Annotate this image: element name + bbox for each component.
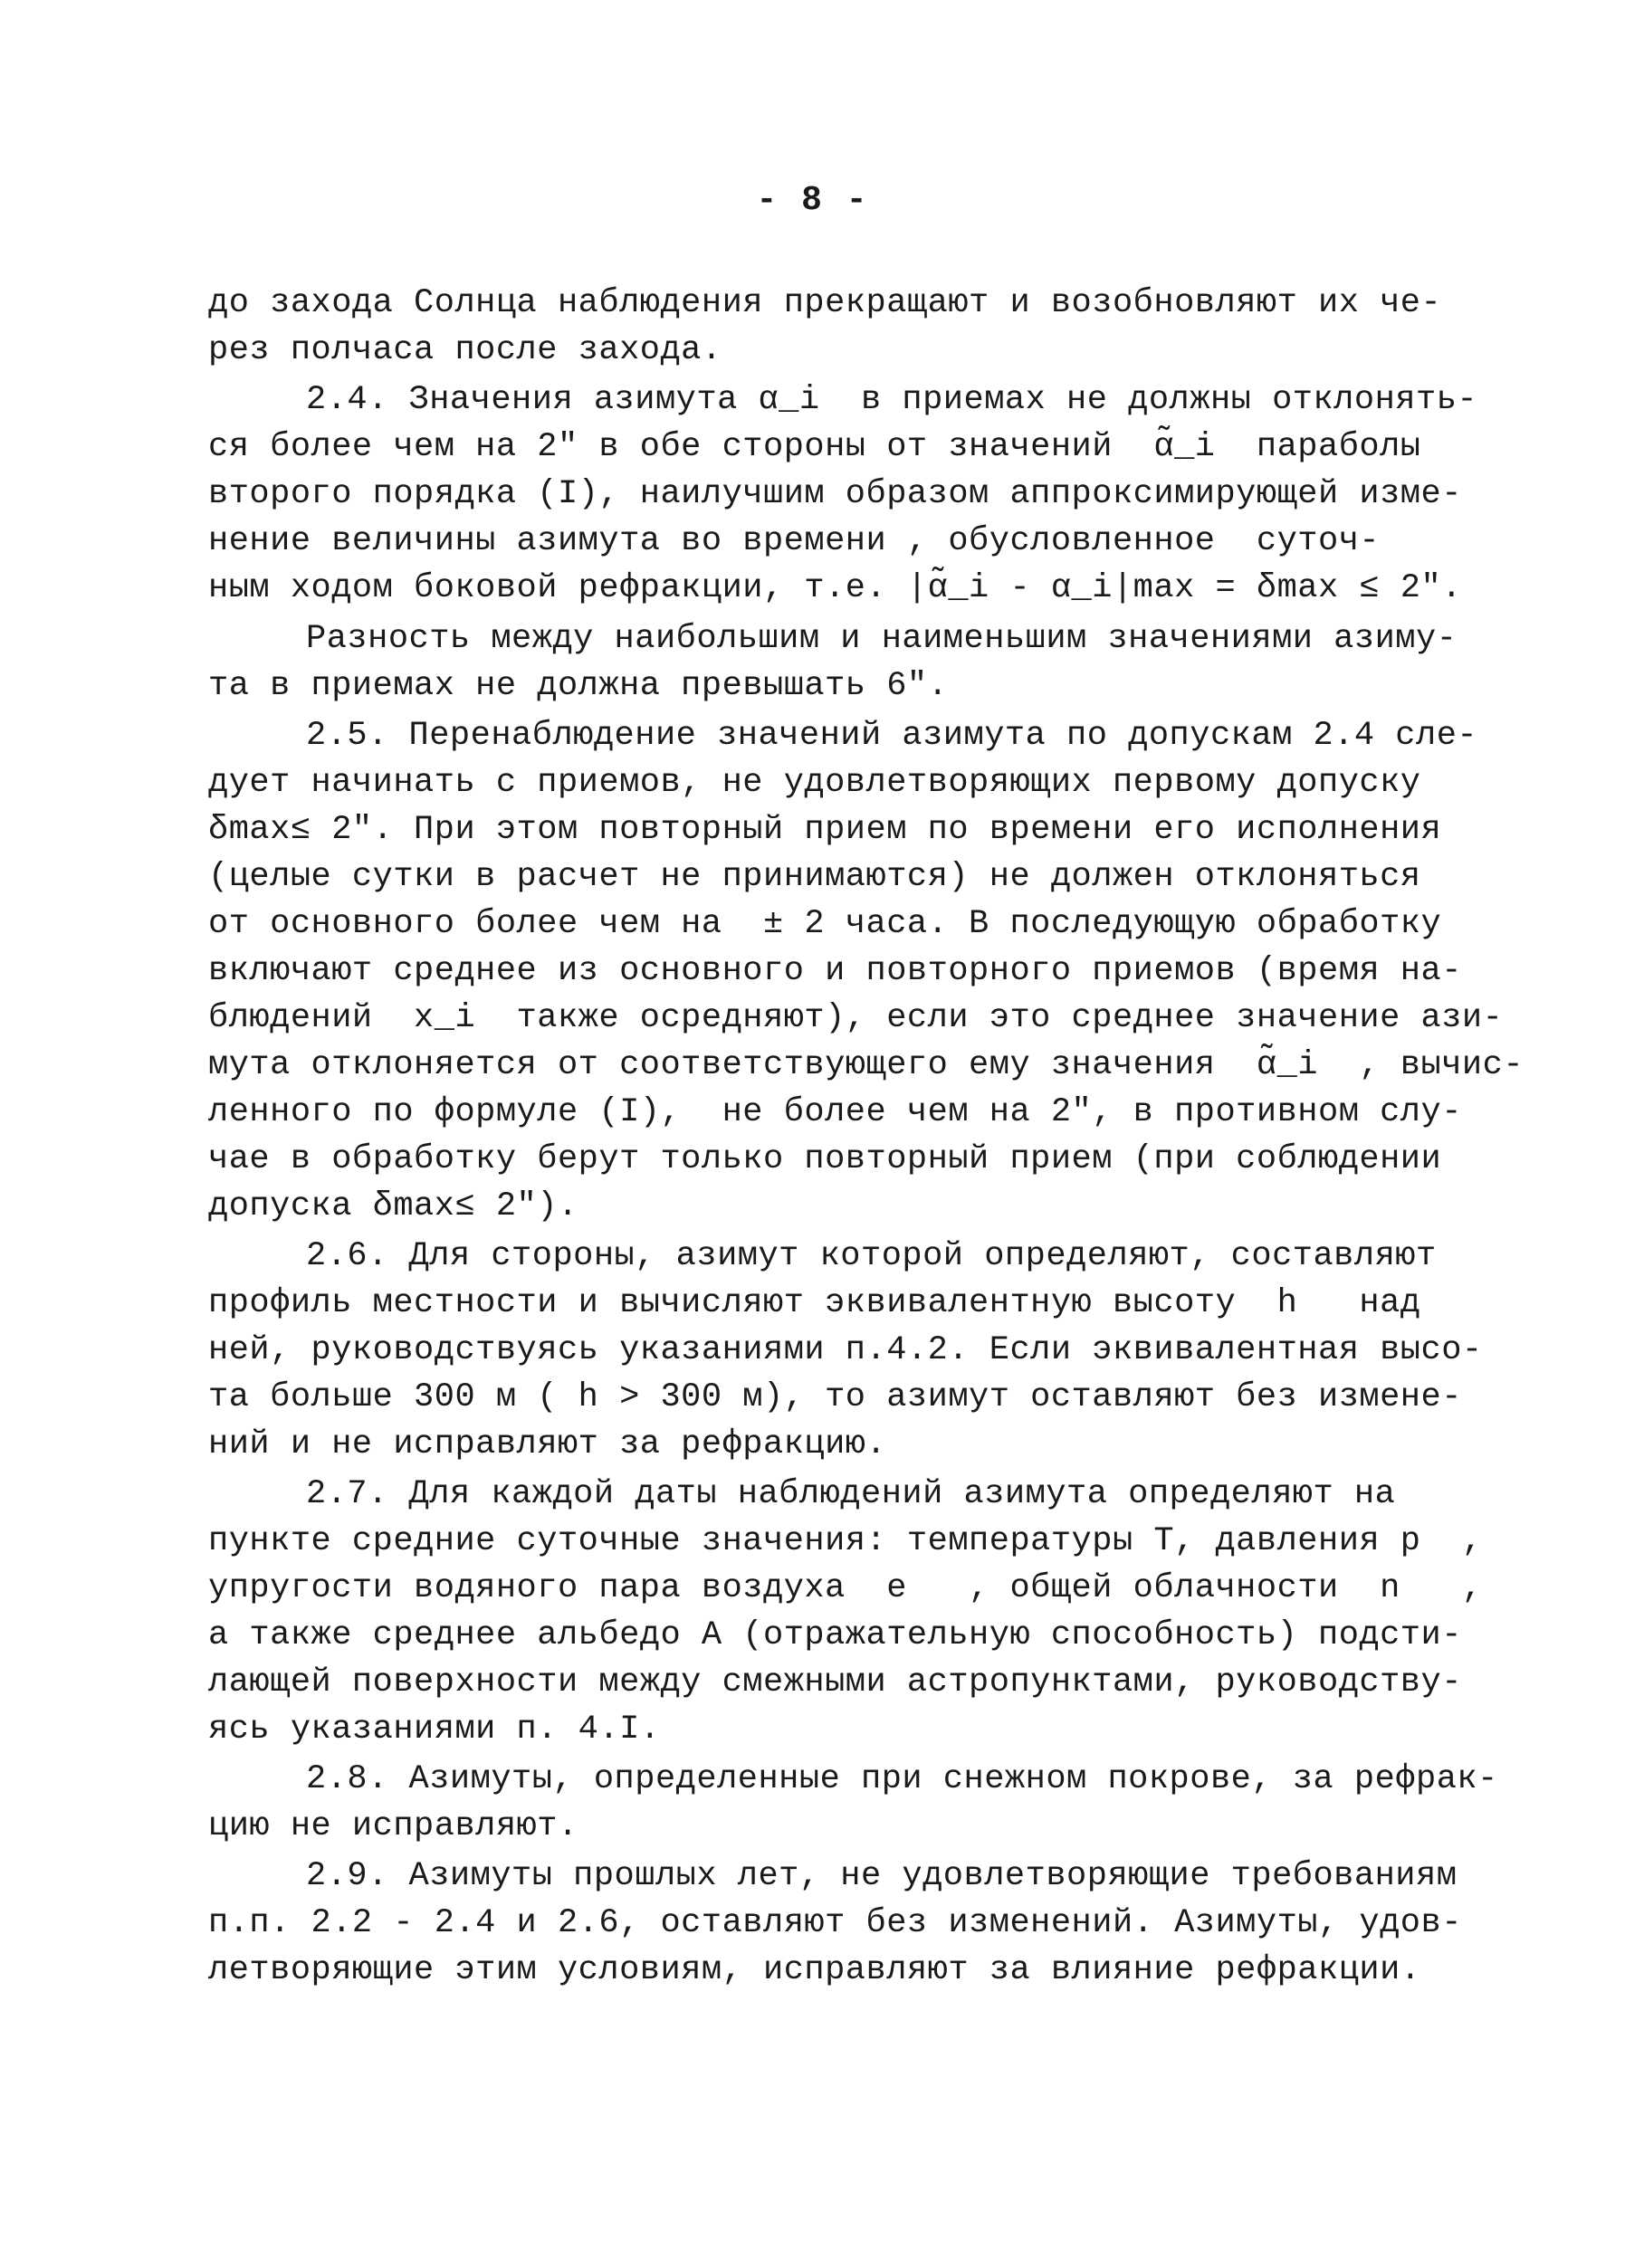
page-number: - 8 - bbox=[756, 181, 869, 220]
text-line: а также среднее альбедо А (отражательную способность) подсти- bbox=[208, 1616, 1462, 1654]
text-line: п.п. 2.2 - 2.4 и 2.6, оставляют без изменений. Азимуты, удов- bbox=[208, 1904, 1462, 1942]
text-line: ясь указаниями п. 4.I. bbox=[208, 1711, 661, 1749]
text-line: ся более чем на 2" в обе стороны от значений α̃_i параболы bbox=[208, 428, 1421, 466]
text-line: цию не исправляют. bbox=[208, 1807, 578, 1845]
text-line: рез полчаса после захода. bbox=[208, 331, 722, 369]
text-line: летворяющие этим условиям, исправляют за влияние рефракции. bbox=[208, 1951, 1421, 1989]
text-line: δmax≤ 2". При этом повторный прием по времени его исполнения bbox=[208, 811, 1442, 849]
text-line: нение величины азимута во времени , обусловленное суточ- bbox=[208, 522, 1381, 560]
text-line: ней, руководствуясь указаниями п.4.2. Если эквивалентная высо- bbox=[208, 1331, 1483, 1369]
text-line: блюдений x_i также осредняют), если это среднее значение ази- bbox=[208, 999, 1504, 1037]
text-line: Разность между наибольшим и наименьшим значениями азиму- bbox=[306, 620, 1458, 658]
text-line: ным ходом боковой рефракции, т.е. |α̃_i - α_i|max = δmax ≤ 2". bbox=[208, 569, 1462, 607]
text-line: включают среднее из основного и повторного приемов (время на- bbox=[208, 952, 1462, 990]
text-line: 2.7. Для каждой даты наблюдений азимута определяют на bbox=[306, 1475, 1396, 1513]
text-line: второго порядка (I), наилучшим образом аппроксимирующей изме- bbox=[208, 475, 1462, 513]
text-line: 2.6. Для стороны, азимут которой определяют, составляют bbox=[306, 1237, 1437, 1275]
text-line: та в приемах не должна превышать 6". bbox=[208, 667, 949, 705]
text-line: (целые сутки в расчет не принимаются) не должен отклоняться bbox=[208, 858, 1421, 896]
text-line: дует начинать с приемов, не удовлетворяющих первому допуску bbox=[208, 764, 1421, 802]
text-line: 2.4. Значения азимута α_i в приемах не должны отклонять- bbox=[306, 381, 1478, 419]
text-line: до захода Солнца наблюдения прекращают и возобновляют их че- bbox=[208, 284, 1442, 322]
text-line: 2.5. Перенаблюдение значений азимута по допускам 2.4 сле- bbox=[306, 717, 1478, 755]
text-line: профиль местности и вычисляют эквивалентную высоту h над bbox=[208, 1284, 1421, 1322]
text-line: чае в обработку берут только повторный прием (при соблюдении bbox=[208, 1140, 1442, 1178]
text-line: ленного по формуле (I), не более чем на 2", в противном слу- bbox=[208, 1093, 1462, 1131]
text-line: ний и не исправляют за рефракцию. bbox=[208, 1425, 887, 1463]
text-line: та больше 300 м ( h > 300 м), то азимут оставляют без измене- bbox=[208, 1378, 1462, 1416]
text-line: допуска δmax≤ 2"). bbox=[208, 1187, 578, 1225]
text-line: мута отклоняется от соответствующего ему значения α̃_i , вычис- bbox=[208, 1046, 1525, 1084]
text-line: упругости водяного пара воздуха e , общей облачности n , bbox=[208, 1569, 1483, 1607]
text-line: лающей поверхности между смежными астропунктами, руководству- bbox=[208, 1663, 1462, 1701]
text-line: 2.8. Азимуты, определенные при снежном покрове, за рефрак- bbox=[306, 1760, 1498, 1798]
text-line: 2.9. Азимуты прошлых лет, не удовлетворяющие требованиям bbox=[306, 1857, 1458, 1895]
text-line: от основного более чем на ± 2 часа. В последующую обработку bbox=[208, 905, 1442, 943]
text-line: пункте средние суточные значения: температуры Т, давления p , bbox=[208, 1522, 1483, 1560]
